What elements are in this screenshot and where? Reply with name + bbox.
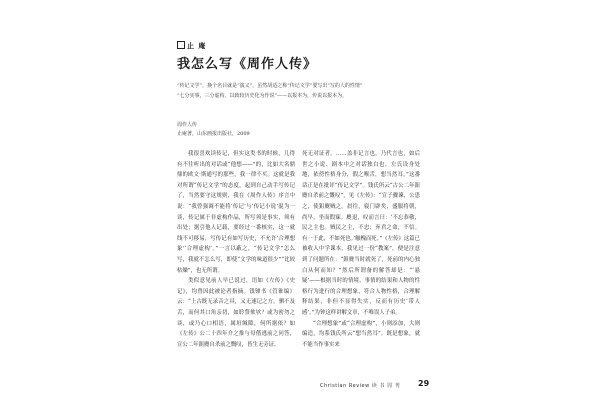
paragraph: “合理想象”或“合理虚构”，小则添加，大则编造，均系钱氏所云“想当然耳”。既是想象，就不能当作事实来 xyxy=(302,320,420,348)
author-name: 止 庵 xyxy=(187,42,207,50)
paragraph: 我很喜欢读传记，但实这类书的时候，几得有不往听出的对话或“他想——”的，比如大名鼎鼎的欧文·斯通写的那些，我一律不买。这就是我对所谓“传记文学”的态度，起到自己动手写传记了，当然要守这规则，我在《周作人传》序言中说：“我曾强调不能将‘传记’与‘传记小说’混为一谈，传记属于非虚构作品，所写须是事实，须有出处；据引他人记载，要经过一番核实，这一就线不可移易，写传记有如写历史，不允许‘合理想象’‘合理虚构’。”一言以蔽之，“传记文学”怎么写，我就不怎么写，即使“文学的味道很少”“比较枯燥”，也无所谓。 xyxy=(177,151,295,274)
body-column-right xyxy=(302,149,420,350)
lead-quote xyxy=(177,81,427,101)
page-number: 29 xyxy=(418,379,430,388)
paragraph: 类似意见前人早已说过，语如《左传》《史记》，均曾因此被论者指摘。钱锺书《管锥编》云：“上古既无录音之具，又无速记之方，驷不及舌，而何其口角亲切，如聆謦欬欤？或为密勿之谈，或乃心口相语，属垣缄隙，何所据依？如《左传》公二十四年介之推与母偕逃前之问答，宣公二年鉏麑自杀前之慨叹，皆生无旁证、 xyxy=(177,278,295,348)
body-column-left xyxy=(177,149,295,350)
book-info: 止庵著，山东画报出版社，2009 xyxy=(177,131,250,137)
lead-line: “七分实事，三分虚构，以致较历史化为作说”——以报本为，传说以报本为， xyxy=(177,93,348,99)
book-name: 周作人传 xyxy=(177,122,198,128)
paragraph: 死无对证者。……盖非记言也，乃代言也，如后世之小说、剧本中之对话独白也，左氏设身处地，依傍性格身分，假之喉舌，想当然耳。”这番话正是在批评“传记文学”。钱氏所云“古公二年鉏麑自杀前之慨叹”，见《左传》：“宣子骤谏，公患之，使鉏麑贼之。晨往，寝门辟矣，盛服将朝，尚早，坐而假寐。麑退，叹而言曰：‘不忘恭敬，民之主也。贼民之主，不忠；弃君之命，不信。有一于此，不如死也。’触槐而死。”《左传》这篇已被收入中学课本，我见过一份“教案”，便是注意到了问题所在：“鉏麑当时就死了，死前的内心独白从何而知？”然后所谓备的解答却是：“‘悬疑’——根据当时的情境、事情的结果和人物的性格行为进行的合理想象，符合人物性格，合理解释结果，非但不显得失实，反而有历史‘带人感’。”为钟这样讲解文章，不唯误人子弟。 xyxy=(302,151,420,316)
lead-line: “传记文学”，换个名目就是“演义”，虽然胡适之称“传记文学”要写出“写的人的性情” xyxy=(177,83,363,89)
square-icon xyxy=(177,41,185,49)
footer-label: Christian Review 读 书 周 刊 xyxy=(320,383,401,389)
author-line xyxy=(177,41,206,51)
article-title: 我怎么写《周作人传》 xyxy=(177,57,318,72)
